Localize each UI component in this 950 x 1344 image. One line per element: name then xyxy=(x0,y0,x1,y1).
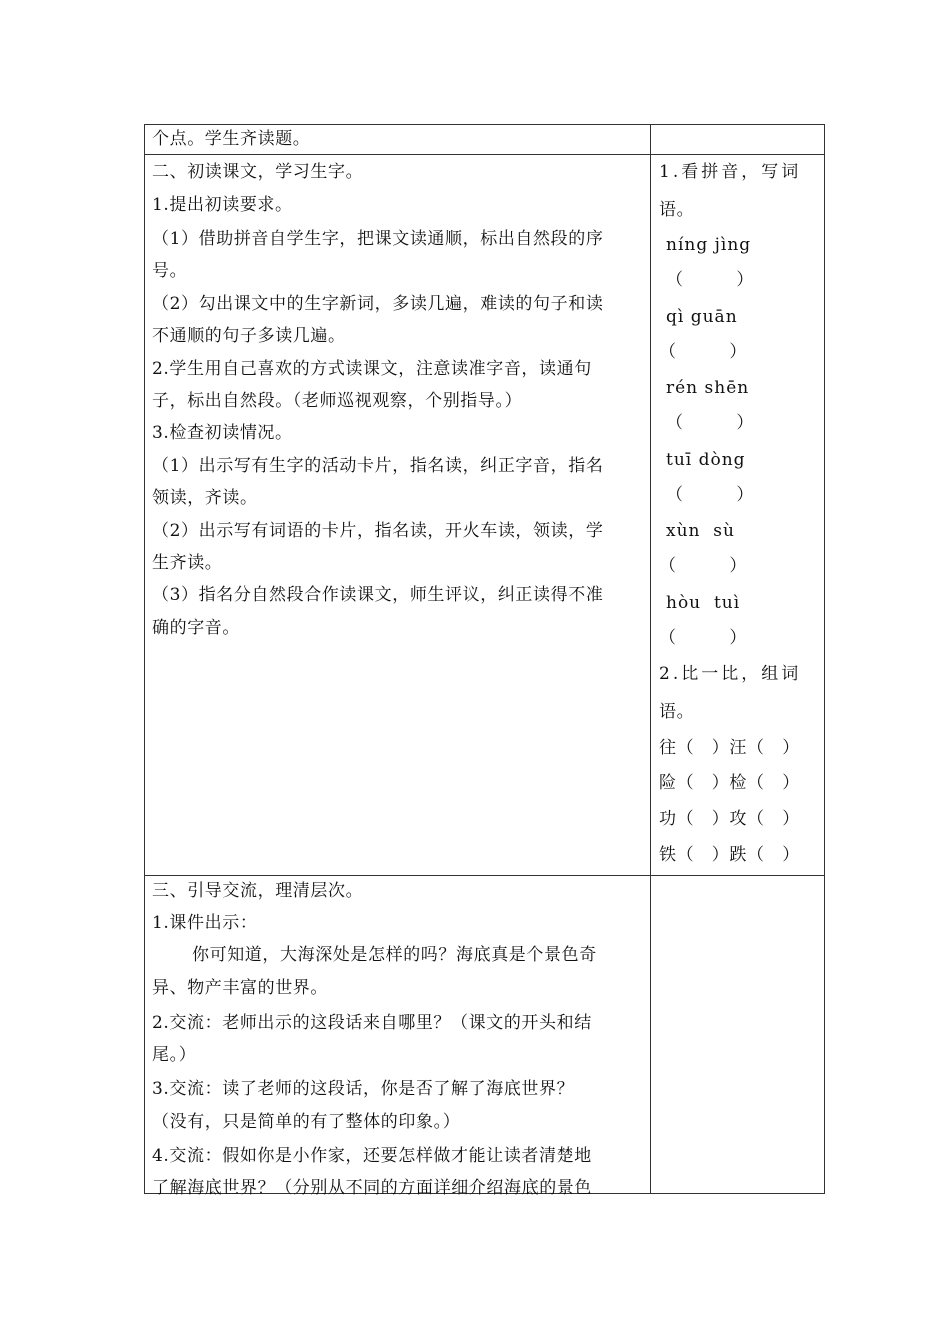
row2-right-cell xyxy=(651,155,824,875)
text-line: 号。 xyxy=(152,261,188,281)
compare-words-row: 险（ ）检（ ） xyxy=(659,773,800,793)
table-border-right xyxy=(824,124,825,1194)
compare-words-row: 往（ ）汪（ ） xyxy=(659,738,800,758)
answer-blank: （ ） xyxy=(666,413,754,433)
text-line: 异、物产丰富的世界。 xyxy=(152,978,328,998)
lesson-plan-table xyxy=(144,124,825,1198)
pinyin-prompt: rén shēn xyxy=(666,378,750,398)
exercise-heading: 1.看拼音，写词 xyxy=(659,162,802,182)
answer-blank: （ ） xyxy=(659,556,747,576)
text-line: 确的字音。 xyxy=(152,618,240,638)
text-line: 1.提出初读要求。 xyxy=(152,195,293,215)
text-line: 2.学生用自己喜欢的方式读课文，注意读准字音，读通句 xyxy=(152,359,592,379)
row3-right-cell xyxy=(651,876,824,1193)
pinyin-prompt: tuī dòng xyxy=(666,450,746,470)
pinyin-prompt: níng jìng xyxy=(666,235,752,255)
text-line: 3.检查初读情况。 xyxy=(152,423,293,443)
compare-words-row: 功（ ）攻（ ） xyxy=(659,809,800,829)
pinyin-prompt: hòu tuì xyxy=(666,593,741,613)
text-line: 了解海底世界？（分别从不同的方面详细介绍海底的景色 xyxy=(152,1178,592,1198)
pinyin-prompt: qì guān xyxy=(666,307,738,327)
text-line: 4.交流：假如你是小作家，还要怎样做才能让读者清楚地 xyxy=(152,1146,592,1166)
text-line: 2.交流：老师出示的这段话来自哪里？（课文的开头和结 xyxy=(152,1013,592,1033)
row2-left-cell xyxy=(144,155,650,875)
text-line: （3）指名分自然段合作读课文，师生评议，纠正读得不准 xyxy=(152,585,604,605)
text-line: （1）出示写有生字的活动卡片，指名读，纠正字音，指名 xyxy=(152,456,604,476)
text-line: 个点。学生齐读题。 xyxy=(152,129,311,149)
answer-blank: （ ） xyxy=(666,485,754,505)
pinyin-prompt: xùn sù xyxy=(666,521,735,541)
text-line: （2）出示写有词语的卡片，指名读，开火车读，领读，学 xyxy=(152,521,604,541)
text-line: 语。 xyxy=(659,702,695,722)
text-line: 语。 xyxy=(659,200,695,220)
section-heading: 三、引导交流，理清层次。 xyxy=(152,881,364,901)
exercise-heading: 2.比一比，组词 xyxy=(659,664,802,684)
compare-words-row: 铁（ ）跌（ ） xyxy=(659,845,800,865)
text-line: 3.交流：读了老师的这段话，你是否了解了海底世界？ xyxy=(152,1079,575,1099)
text-line: 生齐读。 xyxy=(152,553,223,573)
text-line: 子，标出自然段。（老师巡视观察，个别指导。） xyxy=(152,391,523,411)
section-heading: 二、初读课文，学习生字。 xyxy=(152,162,364,182)
text-line: 你可知道，大海深处是怎样的吗？海底真是个景色奇 xyxy=(192,945,597,965)
text-line: （没有，只是简单的有了整体的印象。） xyxy=(152,1112,461,1132)
answer-blank: （ ） xyxy=(659,342,747,362)
text-line: （2）勾出课文中的生字新词，多读几遍，难读的句子和读 xyxy=(152,294,604,314)
text-line: 1.课件出示： xyxy=(152,913,258,933)
answer-blank: （ ） xyxy=(659,628,747,648)
text-line: （1）借助拼音自学生字，把课文读通顺，标出自然段的序 xyxy=(152,229,604,249)
text-line: 不通顺的句子多读几遍。 xyxy=(152,326,346,346)
answer-blank: （ ） xyxy=(666,270,754,290)
row3-left-cell xyxy=(144,876,650,1198)
row1-right-cell xyxy=(651,124,824,154)
row1-left-cell xyxy=(144,124,650,154)
text-line: 领读，齐读。 xyxy=(152,488,258,508)
text-line: 尾。） xyxy=(152,1045,197,1065)
